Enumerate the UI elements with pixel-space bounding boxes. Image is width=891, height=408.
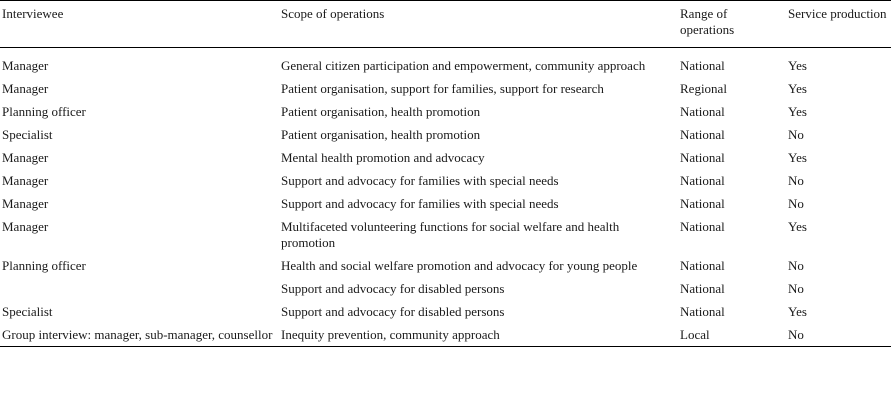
cell-service: Yes: [788, 304, 807, 319]
cell-service: No: [788, 327, 804, 342]
cell-range: National: [680, 281, 725, 296]
header-row: [0, 1, 891, 48]
cell-interviewee: Manager: [2, 81, 49, 96]
cell-scope: Multifaceted volunteering functions for social welfare and health promotion: [281, 219, 620, 250]
cell-service: Yes: [788, 104, 807, 119]
table-row: [0, 77, 891, 100]
cell-scope: Patient organisation, health promotion: [281, 104, 481, 119]
cell-scope: Support and advocacy for disabled persons: [281, 281, 505, 296]
table-row: [0, 146, 891, 169]
cell-interviewee: Manager: [2, 150, 49, 165]
cell-service: Yes: [788, 58, 807, 73]
cell-service: Yes: [788, 81, 807, 96]
cell-service: Yes: [788, 219, 807, 234]
cell-scope: Support and advocacy for families with special needs: [281, 173, 559, 188]
cell-scope: Health and social welfare promotion and advocacy for young people: [281, 258, 638, 273]
cell-interviewee: Planning officer: [2, 104, 86, 119]
table-header: [0, 1, 891, 48]
cell-range: National: [680, 219, 725, 234]
cell-service: Yes: [788, 150, 807, 165]
cell-scope: General citizen participation and empowerment, community approach: [281, 58, 646, 73]
table-row: [0, 123, 891, 146]
cell-interviewee: Manager: [2, 58, 49, 73]
cell-interviewee: Planning officer: [2, 258, 86, 273]
cell-interviewee: Specialist: [2, 304, 53, 319]
cell-range: National: [680, 258, 725, 273]
header-scope: Scope of operations: [281, 6, 385, 21]
table-row: [0, 192, 891, 215]
table-row: [0, 169, 891, 192]
cell-scope: Patient organisation, health promotion: [281, 127, 481, 142]
table-row: [0, 300, 891, 323]
cell-scope: Support and advocacy for families with special needs: [281, 196, 559, 211]
cell-interviewee: Manager: [2, 196, 49, 211]
table-row: [0, 254, 891, 277]
cell-interviewee: Group interview: manager, sub-manager, counsellor: [2, 327, 273, 342]
cell-range: Local: [680, 327, 710, 342]
table-row: [0, 100, 891, 123]
table-row: [0, 215, 891, 254]
cell-range: Regional: [680, 81, 727, 96]
cell-range: National: [680, 58, 725, 73]
cell-scope: Mental health promotion and advocacy: [281, 150, 485, 165]
cell-interviewee: Manager: [2, 219, 49, 234]
cell-service: No: [788, 281, 804, 296]
cell-service: No: [788, 258, 804, 273]
cell-scope: Support and advocacy for disabled persons: [281, 304, 505, 319]
cell-range: National: [680, 150, 725, 165]
cell-scope: Patient organisation, support for families, support for research: [281, 81, 604, 96]
cell-interviewee: Specialist: [2, 127, 53, 142]
cell-service: No: [788, 196, 804, 211]
cell-interviewee: [0, 277, 279, 300]
cell-range: National: [680, 196, 725, 211]
table-row: [0, 54, 891, 77]
cell-range: National: [680, 127, 725, 142]
header-range: Range of operations: [680, 6, 735, 37]
cell-scope: Inequity prevention, community approach: [281, 327, 500, 342]
cell-range: National: [680, 104, 725, 119]
cell-service: No: [788, 173, 804, 188]
cell-range: National: [680, 304, 725, 319]
table-body: [0, 48, 891, 347]
table-row: [0, 323, 891, 347]
cell-interviewee: Manager: [2, 173, 49, 188]
table-row: [0, 277, 891, 300]
header-service: Service production: [788, 6, 887, 21]
cell-service: No: [788, 127, 804, 142]
header-interviewee: Interviewee: [2, 6, 64, 21]
cell-range: National: [680, 173, 725, 188]
